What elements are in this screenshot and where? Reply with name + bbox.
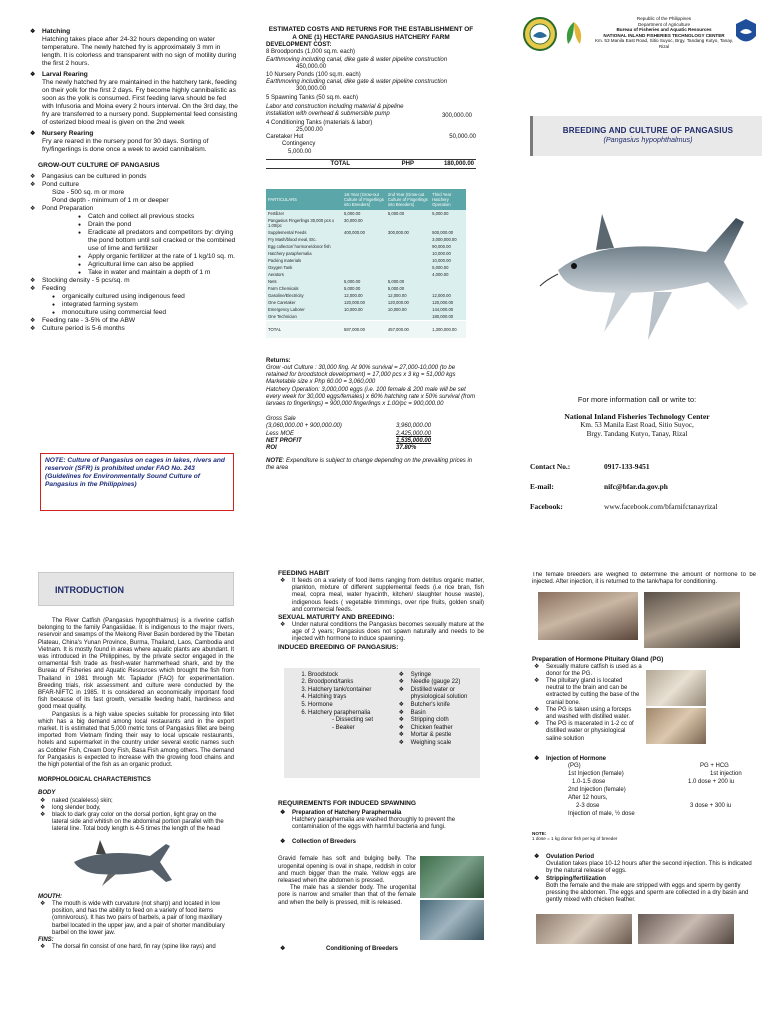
fins-title: FINS: xyxy=(38,936,54,943)
prep-step: ● Apply organic fertilizer at the rate of 1 kg/10 sq. m. xyxy=(78,253,238,261)
growout-subitem: Size - 500 sq. m or more xyxy=(52,189,125,196)
note-text: NOTE: Culture of Pangasius on cages in lakes, rivers and reservoir (SFR) is prohibited under FAO No. 243 (Guidelines for Environmentally Sound Culture of Pangasius in the Philippines) xyxy=(45,457,225,488)
table-cell: 180,000.00 xyxy=(430,313,466,321)
dose-note-title: NOTE: xyxy=(532,830,547,836)
table-cell: 12,000.00 xyxy=(430,292,466,299)
table-cell: Gasoline/Electricity xyxy=(266,292,342,299)
cost-value: 300,000.00 xyxy=(296,86,327,93)
cond-title: ❖ Conditioning of Breeders xyxy=(278,946,484,953)
contact-label: Contact No.: xyxy=(530,462,571,471)
table-cell xyxy=(430,278,466,285)
larval-text: The newly hatched fry are maintained in the hatchery tank, feeding on their yolk for the first 2 days. Fry become highly cannibalistic as soon as the yolk is consumed. First feeding larva should be fed with Infusoria and Moina every 2 hours interval. On the 3rd day, the fry are transferred to a nursery pond. Supplemental feed consisting of osterized blood meal is given on the 2nd week xyxy=(42,79,238,126)
note-box xyxy=(40,453,234,511)
growout-title: GROW-OUT CULTURE OF PANGASIUS xyxy=(38,162,160,169)
inj-row: After 12 hours, xyxy=(568,794,608,801)
material-item: ❖ Stripping cloth xyxy=(397,717,480,725)
inj-title: ❖ Injection of Hormone xyxy=(532,756,756,763)
table-row xyxy=(266,306,466,313)
collect-title: ❖ Collection of Breeders xyxy=(278,839,484,846)
facebook-link[interactable]: www.facebook.com/bfarnifctanayrizal xyxy=(604,502,718,510)
intro-banner xyxy=(38,572,234,606)
table-cell: 10,000.00 xyxy=(386,306,430,313)
table-row xyxy=(266,292,466,299)
growout-item: ❖ Pond Preparation xyxy=(28,205,238,213)
table-cell: Aerators xyxy=(266,271,342,278)
breeder-photo xyxy=(420,900,484,940)
inj-row: 2-3 dose xyxy=(576,802,600,809)
table-row xyxy=(266,278,466,285)
table-cell: Emergency Laborer xyxy=(266,306,342,313)
table-total-cell: 587,000.00 xyxy=(342,320,386,338)
prep-step: ● Drain the pond xyxy=(78,221,238,229)
nursery-text: Fry are reared in the nursery pond for 30 days. Sorting of fry/fingerlings is done once a week to avoid cannibalism. xyxy=(42,138,209,153)
induced-title: INDUCED BREEDING OF PANGASIUS: xyxy=(278,643,399,651)
table-cell: Supplemental Feeds xyxy=(266,229,342,236)
table-total-cell: TOTAL xyxy=(266,320,342,338)
feeding-option: ● monoculture using commercial feed xyxy=(52,309,238,317)
prep-title: ❖ Preparation of Hatchery Paraphernalia xyxy=(278,810,484,817)
cost-value: 300,000.00 xyxy=(441,112,472,119)
table-cell: Farm Chemicals xyxy=(266,285,342,292)
table-header: Third Year Hatchery Operation xyxy=(430,189,466,210)
org-address: Km. 53 Manila East Road, Sitio Suyoc, xyxy=(580,421,694,429)
injection-photo xyxy=(644,592,740,648)
pg-photo xyxy=(646,670,706,706)
growout-item: ❖ Pond culture xyxy=(28,181,238,189)
roi-label: ROI xyxy=(266,445,277,452)
brochure-subtitle: (Pangasius hypophthalmus) xyxy=(603,135,693,144)
brochure-title: BREEDING AND CULTURE OF PANGASIUS xyxy=(562,126,734,135)
table-row xyxy=(266,313,466,321)
email-link[interactable]: nifc@bfar.da.gov.ph xyxy=(604,482,668,491)
table-row xyxy=(266,264,466,271)
total-label: TOTAL xyxy=(330,160,350,167)
table-cell: 5,000.00 xyxy=(342,285,386,292)
table-cell: 5,000.00 xyxy=(430,264,466,271)
feeding-option: ● integrated farming system xyxy=(52,301,238,309)
table-cell: Hatchery paraphernalia xyxy=(266,250,342,257)
table-row xyxy=(266,229,466,236)
table-cell: Nets xyxy=(266,278,342,285)
material-item: 2. Broodpond/tanks xyxy=(308,679,397,687)
less-label: Less MOE xyxy=(266,430,295,437)
table-cell: 3,000,000.00 xyxy=(430,236,466,243)
table-cell xyxy=(342,236,386,243)
table-cell xyxy=(342,250,386,257)
table-cell: Pangasius Fingerlings 30,000 pcs x 1.00/pc xyxy=(266,217,342,229)
cost-item: Contingency xyxy=(282,141,316,148)
table-total-cell: 457,000.00 xyxy=(386,320,430,338)
costs-table xyxy=(266,189,466,338)
table-cell: 500,000.00 xyxy=(430,229,466,236)
cost-item: Caretaker Hut xyxy=(266,134,304,141)
roi-value: 37.80% xyxy=(396,445,417,452)
table-cell: 5,000.00 xyxy=(386,278,430,285)
returns-text: Hatchery Operation: 3,000,000 eggs (i.e. 100 female & 200 male will be set every week for 30,000 eggs/females) x 60% hatching rate x 50% survival (from larvaes to fingerlings) = 900,000 fingerlings x 1.00/pc = 900,000.00 xyxy=(266,386,476,408)
material-item: 1. Broodstock xyxy=(308,672,397,680)
header-line: NATIONAL INLAND FISHERIES TECHNOLOGY CENTER xyxy=(603,32,725,38)
table-cell: 144,000.00 xyxy=(430,306,466,313)
material-subitem: - Dissecting set xyxy=(332,717,374,724)
feeding-option: ● organically cultured using indigenous feed xyxy=(52,293,238,301)
material-item: ❖ Needle (gauge 22) xyxy=(397,679,480,687)
material-item: ❖ Distilled water or physiological solution xyxy=(397,687,480,702)
pg-step: ❖ The PG is taken using a forceps and washed with distilled water. xyxy=(532,707,642,721)
cost-item: 4 Conditioning Tanks (materials & labor) xyxy=(266,119,373,126)
header-line: Bureau of Fisheries and Aquatic Resources xyxy=(616,27,712,33)
inj-row: Injection of male, ½ dose xyxy=(568,810,635,817)
table-cell xyxy=(342,313,386,321)
cost-value: 50,000.00 xyxy=(449,134,476,141)
material-item: ❖ Butcher's knife xyxy=(397,702,480,710)
org-name: National Inland Fisheries Technology Center xyxy=(564,412,710,421)
table-cell xyxy=(430,285,466,292)
table-row xyxy=(266,236,466,243)
inj-col: (PG) xyxy=(568,762,581,769)
cost-item: 8 Broodponds (1,000 sq.m. each) xyxy=(266,49,356,56)
table-cell: 5,000.00 xyxy=(342,278,386,285)
stripping-photo xyxy=(536,914,632,944)
growout-item: ❖ Feeding xyxy=(28,285,238,293)
table-cell: Fry Mash/blood meal, Etc. xyxy=(266,236,342,243)
gross-value: 3,960,000.00 xyxy=(396,423,432,430)
body-item: ❖ black to dark gray color on the dorsal portion, light gray on the lateral side and whitish on the abdominal portion parallel with the lateral line. Total body length is 4-5 times the length of the head xyxy=(38,812,234,834)
collect-text: Gravid female has soft and bulging belly. The urogenital opening is oval in shape, reddish in color and much bigger than the male. Yellow eggs are released when the abdomen is pressed. xyxy=(278,856,416,885)
dev-cost-label: DEVELOPMENT COST: xyxy=(266,42,332,49)
intro-paragraph: Pangasius is a high value species suitable for processing into fillet which has a big demand among local restaurants and in the export market. It is estimated that 5,000 metric tons of Pangasius fillet are being imported from Vietnam finding their way to local upscale restaurants, hotels and supermarket in the country under several exotic names such as Cobbler Fish, Cream Dory Fish, Basa Fish among others. The demand for Pangasius is expected to increase with the growing food chains and the high potential of the fish as an organic product. xyxy=(38,711,234,769)
inj-row: 3 dose + 300 iu xyxy=(690,802,732,809)
returns-text: Grow -out Culture : 30,000 fing. At 90% survival = 27,000-10,000 (to be retained for broodstock development) = 17,000 pcs x 3 kg = 51,000 kgs Marketable size x Php 60.00 = 3,060,000 xyxy=(266,365,456,386)
inj-row: 1st Injection (female) xyxy=(568,770,624,777)
net-value: 1,535,000.00 xyxy=(396,437,432,444)
table-cell xyxy=(342,257,386,264)
pg-photo xyxy=(646,708,706,744)
body-title: BODY xyxy=(38,790,56,797)
panel-culture-steps xyxy=(28,28,238,508)
material-item: 3. Hatchery tank/container xyxy=(308,687,397,695)
net-label: NET PROFIT xyxy=(266,437,302,444)
pg-title: Preparation of Hormone Pituitary Gland (PG) xyxy=(532,656,664,664)
table-cell: Fertilizer xyxy=(266,210,342,217)
material-item: ❖ Mortar & pestle xyxy=(397,732,480,740)
facebook-label: Facebook: xyxy=(530,502,563,510)
table-header: 1st Year (Grow-out Culture of Fingerlings into Breeders) xyxy=(342,189,386,210)
gross-formula: (3,060,000.00 + 900,000.00) xyxy=(266,423,342,430)
dose-note-text: 1 dose = 1 kg donor fish per kg of breeder xyxy=(532,836,618,842)
table-cell: 10,000.00 xyxy=(430,257,466,264)
costs-title: ESTIMATED COSTS AND RETURNS FOR THE ESTABLISHMENT OF A ONE (1) HECTARE PANGASIUS HATCHERY FARM xyxy=(268,26,474,41)
table-header: PARTICULARS xyxy=(266,189,342,210)
table-cell: 10,000.00 xyxy=(342,306,386,313)
info-line: For more information call or write to: xyxy=(577,395,697,404)
prep-step: ● Agricultural lime can also be applied xyxy=(78,261,238,269)
material-item: 6. Hatchery paraphernalia xyxy=(308,710,397,718)
total-value: 180,000.00 xyxy=(443,160,474,167)
material-item: 4. Hatching trays xyxy=(308,694,397,702)
growout-subitem: Pond depth - minimum of 1 m or deeper xyxy=(52,197,169,204)
table-cell: 30,000.00 xyxy=(342,217,386,229)
table-cell xyxy=(430,217,466,229)
table-cell: 90,000.00 xyxy=(430,243,466,250)
note-text: : Expenditure is subject to change depending on the prevailing prices in the area xyxy=(266,458,473,472)
table-cell: Packing materials xyxy=(266,257,342,264)
da-logo xyxy=(560,20,588,48)
inj-row: 1.0-1.5 dose xyxy=(572,778,606,785)
material-item: ❖ Weighing scale xyxy=(397,740,480,748)
req-title: REQUIREMENTS FOR INDUCED SPAWNING xyxy=(278,799,416,807)
bfar-logo xyxy=(522,16,558,52)
material-item: ❖ Chicken feather xyxy=(397,725,480,733)
table-cell: 5,000.00 xyxy=(342,210,386,217)
table-cell: 12,000.00 xyxy=(342,292,386,299)
hatching-text: Hatching takes place after 24-32 hours depending on water temperature. The newly hatched fry is approximately 3 mm in length. It is colorless and transparent with no sign of motility during the first 2 hours. xyxy=(42,36,237,67)
growout-item: ❖ Pangasius can be cultured in ponds xyxy=(28,173,238,181)
material-subitem: - Beaker xyxy=(332,724,355,731)
pg-step: ❖ Sexually mature catfish is used as a donor for the PG. xyxy=(532,664,642,678)
org-address: Brgy. Tandang Kutyo, Tanay, Rizal xyxy=(586,430,688,438)
cost-value: 5,000.00 xyxy=(288,148,312,155)
nursery-title: ❖ Nursery Rearing xyxy=(28,130,238,138)
morph-title: MORPHOLOGICAL CHARACTERISTICS xyxy=(38,777,151,784)
pangasius-photo xyxy=(536,200,762,360)
table-cell: 120,000.00 xyxy=(342,299,386,306)
table-cell: 300,000.00 xyxy=(386,229,430,236)
ovulation-title: ❖ Ovulation Period xyxy=(532,854,756,861)
body-item: ❖ naked (scaleless) skin; xyxy=(38,798,234,805)
table-cell xyxy=(386,243,430,250)
pg-step: ❖ The PG is macerated in 1-2 cc of distilled water or physiological saline solution xyxy=(532,721,642,743)
sexual-title: SEXUAL MATURITY AND BREEDING: xyxy=(278,614,395,622)
intro-text: The female breeders are weighed to determine the amount of hormone to be injected. After injection, it is returned to the tank/hapa for conditioning. xyxy=(532,572,756,586)
table-cell xyxy=(342,264,386,271)
table-row xyxy=(266,210,466,217)
table-cell xyxy=(386,217,430,229)
fish-illustration xyxy=(68,838,234,894)
weighing-photo xyxy=(538,592,638,640)
php-label: PHP xyxy=(401,160,414,167)
feeding-text: ❖ It feeds on a variety of food items ranging from detritus organic matter, plankton, mixture of different supplemental feeds (i.e rice bran, fish meal, copra meal, water hyacinth, kitchen/ slaughter house waste), indigenous feeds ( vegetable trimmings, over ripe fruits, golden snail) and commercial feeds. xyxy=(278,578,484,614)
intro-paragraph: The River Catfish (Pangasius hypophthalmus) is a riverine catfish belonging to the family Pangasiidae. It is indigenous to the major rivers, reservoir and swamps of the Mekong River Basin bordered by the Tibetan Plateau, China's Yunan Province, Burma, Thailand, Laos, Cambodia and Vietnam. It is mostly found in areas where aquatic plants are abundant. It was introduced in the Philippines, by the private sector engaged in the ornamental fish trade as fresh-water hammerhead shark, and by the Bureau of Fisheries and Aquatic Resources which brought the fish from Thailand in 1981 through Mr. Tapiador (FAO) for experimentation. Breeding trials, risk assessment and culture were conducted by the BFAR-NIFTC in 1985. It is considered an economically important food fish because of its fast growth, versatile feeding habit, hardiness and good meat quality. xyxy=(38,618,234,711)
gross-label: Gross Sale xyxy=(266,416,296,423)
mouth-item: ❖ The mouth is wide with curvature (not sharp) and located in low position, and has the ability to feed on a variety of food items (omnivorous). It has two pairs of barbels, a pair of long maxillary barbel located in the upper jaw, and a pair of shorter mandibulary barbel on the lower jaw. xyxy=(38,901,234,937)
title-banner xyxy=(530,116,762,156)
table-cell: 120,000.00 xyxy=(386,299,430,306)
table-row xyxy=(266,243,466,250)
material-item: ❖ Basin xyxy=(397,710,480,718)
note-label: NOTE xyxy=(266,458,283,465)
returns-title: Returns: xyxy=(266,357,291,364)
header-line: Republic of the Philippines xyxy=(636,16,692,21)
mouth-title: MOUTH: xyxy=(38,893,62,900)
growout-item: ❖ Feeding rate - 3-5% of the ABW xyxy=(28,317,238,325)
table-row xyxy=(266,271,466,278)
table-cell xyxy=(342,243,386,250)
table-cell: 4,000.00 xyxy=(430,271,466,278)
cost-value: 450,000.00 xyxy=(296,63,327,70)
table-cell: 400,000.00 xyxy=(342,229,386,236)
stripping-title: ❖ Stripping/fertilization xyxy=(532,876,756,883)
inj-row: 2nd Injection (female) xyxy=(568,786,626,793)
table-cell xyxy=(386,236,430,243)
panel-breeding xyxy=(278,570,484,1024)
prep-step: ● Catch and collect all previous stocks xyxy=(78,213,238,221)
less-value: 2,425,000.00 xyxy=(396,430,432,437)
table-header: 2nd Year (Grow-out Culture of Fingerlings into Breeders) xyxy=(386,189,430,210)
panel-introduction xyxy=(38,572,234,1024)
table-cell: 12,000.00 xyxy=(386,292,430,299)
table-row xyxy=(266,299,466,306)
cost-desc: Earthmoving including canal, dike gate & water pipeline construction xyxy=(266,56,448,63)
stripping-text: Both the female and the male are stripped with eggs and sperm by gently pressing the abdomen. The eggs and sperm are collected in a dry basin and gently mixed with chicken feather. xyxy=(546,882,749,904)
collect-text: The male has a slender body. The urogenital pore is narrow and smaller than that of the female and when the belly is pressed, milt is released. xyxy=(278,885,416,906)
prep-text: Hatchery paraphernalia are washed thoroughly to prevent the contamination of the eggs with harmful bacteria and fungi. xyxy=(292,816,456,831)
table-cell xyxy=(386,250,430,257)
cost-item: 5 Spawning Tanks (50 sq.m. each) xyxy=(266,94,358,101)
table-cell: Egg collector/ hormone/donor fish xyxy=(266,243,342,250)
sexual-text: ❖ Under natural conditions the Pangasius becomes sexually mature at the age of 2 years; Pangasius does not spawn naturally and needs to be injected with hormone to induce spawning. xyxy=(278,622,484,644)
prep-step: ● Eradicate all predators and competitors by: drying the pond bottom until soil cracked or the combined use of lime and fertilizer xyxy=(78,229,238,253)
table-cell: 5,000.00 xyxy=(386,285,430,292)
material-item: 5. Hormone xyxy=(308,702,397,710)
cost-value: 25,000.00 xyxy=(296,127,323,134)
cost-desc: Labor and construction including material & pipeline installation with overhead & submersible pump xyxy=(266,103,404,117)
panel-cover xyxy=(512,10,762,510)
table-cell: 10,000.00 xyxy=(430,250,466,257)
table-row xyxy=(266,257,466,264)
table-total-cell: 1,300,000.00 xyxy=(430,320,466,338)
table-cell: 5,000.00 xyxy=(386,210,430,217)
table-row xyxy=(266,250,466,257)
table-cell xyxy=(386,313,430,321)
nifc-logo xyxy=(734,18,758,48)
material-item: ❖ Syringe xyxy=(397,672,480,680)
contact-value[interactable]: 0917-133-9451 xyxy=(604,462,650,471)
growout-item: ❖ Culture period is 5-6 months xyxy=(28,325,238,333)
table-cell: One Technician xyxy=(266,313,342,321)
email-label: E-mail: xyxy=(530,482,554,491)
table-cell xyxy=(386,264,430,271)
table-cell xyxy=(342,271,386,278)
inj-row: 1.0 dose + 200 iu xyxy=(688,778,735,785)
table-cell xyxy=(386,271,430,278)
breeder-photo xyxy=(420,856,484,898)
inj-row: 1st injection xyxy=(710,770,742,777)
growout-item: ❖ Stocking density - 5 pcs/sq. m xyxy=(28,277,238,285)
fins-item: ❖ The dorsal fin consist of one hard, fin ray (spine like rays) and xyxy=(38,944,234,951)
table-row xyxy=(266,217,466,229)
stripping-photo xyxy=(638,914,734,944)
hatching-title: ❖ Hatching xyxy=(28,28,238,36)
cost-desc: Earthmoving including canal, dike gate & water pipeline construction xyxy=(266,79,448,86)
table-cell: 5,000.00 xyxy=(430,210,466,217)
table-cell: 120,000.00 xyxy=(430,299,466,306)
table-total-row xyxy=(266,320,466,338)
ovulation-text: Ovulation takes place 10-12 hours after the second injection. This is indicated by the natural release of eggs. xyxy=(546,861,752,875)
prep-step: ● Take in water and maintain a depth of 1 m xyxy=(78,269,238,277)
table-cell: One Caretaker xyxy=(266,299,342,306)
materials-box xyxy=(284,668,480,778)
intro-title: INTRODUCTION xyxy=(55,585,124,595)
inj-col: PG + HCG xyxy=(700,762,729,769)
panel-hormone xyxy=(532,572,756,1024)
larval-title: ❖ Larval Rearing xyxy=(28,71,238,79)
header-line: Department of Agriculture xyxy=(637,21,691,27)
table-row xyxy=(266,285,466,292)
feeding-title: FEEDING HABIT xyxy=(278,570,330,577)
pg-step: ❖ The pituitary gland is located neutral to the brain and can be extracted by cutting the base of the cranial bone. xyxy=(532,678,642,707)
panel-costs xyxy=(266,26,476,526)
table-cell: Oxygen Tank xyxy=(266,264,342,271)
body-item: ❖ long slender body, xyxy=(38,805,234,812)
table-cell xyxy=(386,257,430,264)
cost-item: 10 Nursery Ponds (100 sq.m. each) xyxy=(266,72,361,78)
header-line: Km. 53 Manila East Road, Sitio Suyoc, Brgy. Tandang Kutyo, Tanay, Rizal xyxy=(594,38,734,49)
